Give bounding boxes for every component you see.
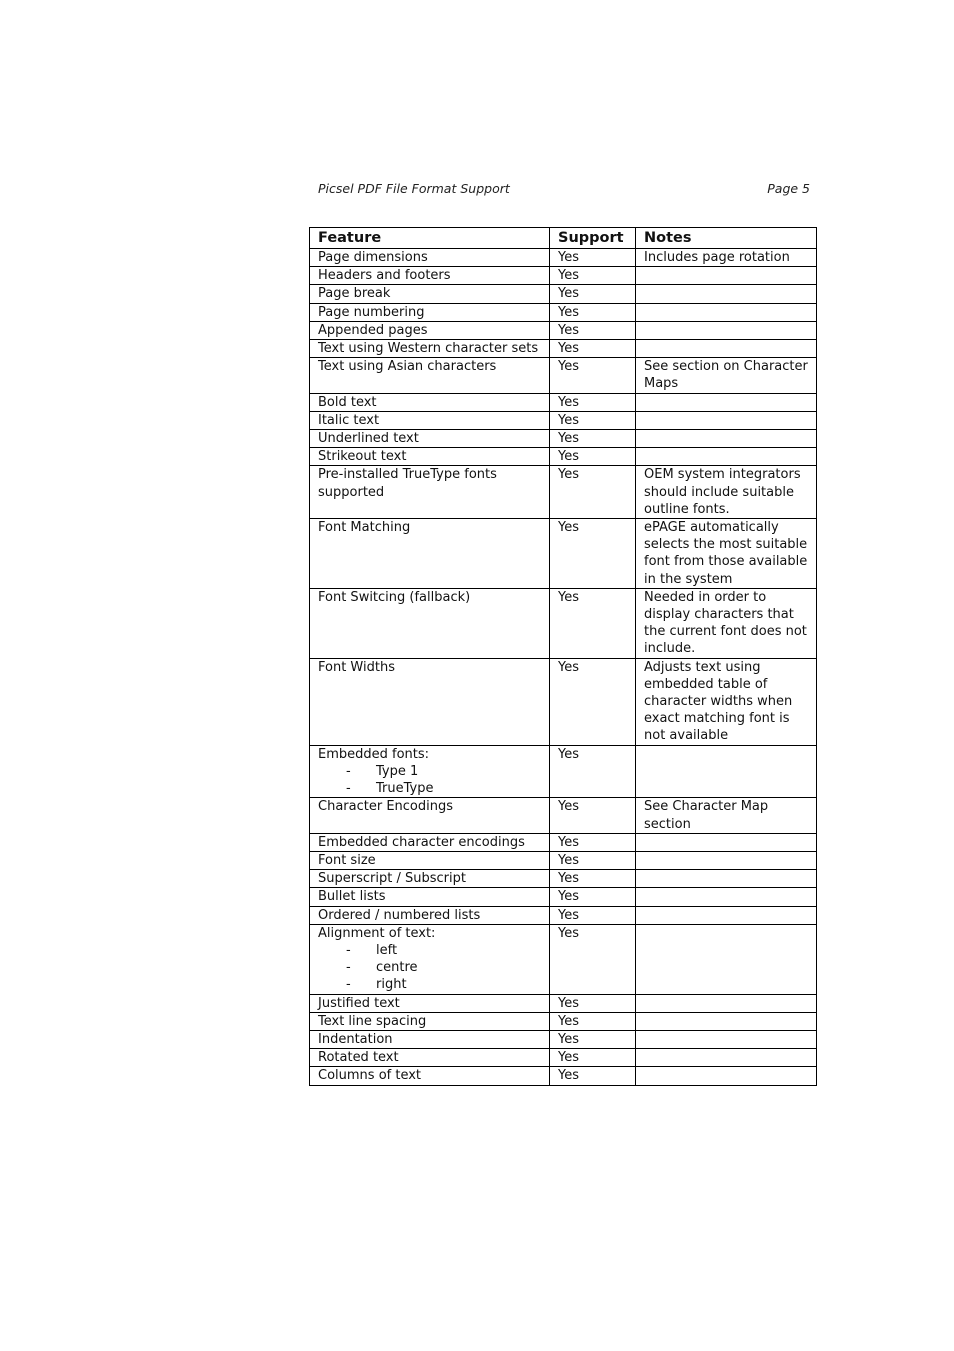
feature-cell xyxy=(310,798,550,833)
feature-sub-list xyxy=(318,942,543,994)
notes-cell xyxy=(636,321,817,339)
feature-sub-list xyxy=(318,763,543,797)
feature-cell xyxy=(310,448,550,466)
notes-cell xyxy=(636,1012,817,1030)
feature-cell xyxy=(310,466,550,519)
page-header xyxy=(318,181,810,201)
feature-label: Font size xyxy=(318,852,376,868)
column-header-notes: Notes xyxy=(636,228,817,249)
notes-cell xyxy=(636,303,817,321)
notes-cell: Includes page rotation xyxy=(636,249,817,267)
list-item xyxy=(318,763,543,780)
support-cell: Yes xyxy=(550,448,636,466)
support-cell: Yes xyxy=(550,833,636,851)
table-row xyxy=(310,303,817,321)
notes-cell xyxy=(636,340,817,358)
feature-label: Appended pages xyxy=(318,322,428,338)
table-row xyxy=(310,466,817,519)
feature-cell xyxy=(310,358,550,393)
feature-cell xyxy=(310,1067,550,1085)
support-cell: Yes xyxy=(550,906,636,924)
sub-item-label: centre xyxy=(376,960,418,976)
support-cell: Yes xyxy=(550,888,636,906)
support-cell: Yes xyxy=(550,994,636,1012)
feature-cell xyxy=(310,430,550,448)
table-row xyxy=(310,588,817,658)
notes-cell xyxy=(636,1049,817,1067)
table-header-row xyxy=(310,228,817,249)
notes-cell xyxy=(636,888,817,906)
support-cell: Yes xyxy=(550,745,636,798)
support-cell: Yes xyxy=(550,1030,636,1048)
feature-cell xyxy=(310,411,550,429)
feature-label: Font Widths xyxy=(318,659,395,675)
notes-cell xyxy=(636,1030,817,1048)
support-cell: Yes xyxy=(550,870,636,888)
dash-bullet-icon: - xyxy=(346,763,351,779)
support-cell: Yes xyxy=(550,519,636,589)
notes-cell: ePAGE automatically selects the most suitable font from those available in the system xyxy=(636,519,817,589)
support-cell: Yes xyxy=(550,358,636,393)
support-cell: Yes xyxy=(550,267,636,285)
feature-label: Bold text xyxy=(318,394,377,410)
table-row xyxy=(310,1012,817,1030)
table-row xyxy=(310,1030,817,1048)
support-cell: Yes xyxy=(550,1049,636,1067)
support-cell: Yes xyxy=(550,303,636,321)
feature-cell xyxy=(310,519,550,589)
notes-cell: Adjusts text using embedded table of character widths when exact matching font is not available xyxy=(636,658,817,745)
support-cell: Yes xyxy=(550,411,636,429)
table-row xyxy=(310,1049,817,1067)
feature-label: Superscript / Subscript xyxy=(318,871,466,887)
feature-cell xyxy=(310,393,550,411)
feature-label: Text using Western character sets xyxy=(318,341,539,357)
table-row xyxy=(310,658,817,745)
feature-cell xyxy=(310,321,550,339)
notes-cell xyxy=(636,1067,817,1085)
notes-cell xyxy=(636,285,817,303)
support-cell: Yes xyxy=(550,658,636,745)
page-number: Page 5 xyxy=(767,181,810,196)
list-item xyxy=(318,959,543,976)
feature-cell xyxy=(310,658,550,745)
feature-cell xyxy=(310,267,550,285)
feature-label: Embedded character encodings xyxy=(318,834,525,850)
feature-label: Rotated text xyxy=(318,1050,399,1066)
feature-cell xyxy=(310,906,550,924)
feature-cell xyxy=(310,924,550,994)
table-row xyxy=(310,1067,817,1085)
feature-cell xyxy=(310,588,550,658)
feature-label: Text using Asian characters xyxy=(318,359,497,375)
table-row xyxy=(310,249,817,267)
feature-label: Pre-installed TrueType fonts supported xyxy=(318,467,497,500)
dash-bullet-icon: - xyxy=(346,977,351,993)
table-row xyxy=(310,340,817,358)
dash-bullet-icon: - xyxy=(346,942,351,958)
dash-bullet-icon: - xyxy=(346,960,351,976)
notes-cell xyxy=(636,994,817,1012)
feature-label: Page dimensions xyxy=(318,250,428,265)
column-header-support: Support xyxy=(550,228,636,249)
table-row xyxy=(310,906,817,924)
notes-cell xyxy=(636,430,817,448)
table-row xyxy=(310,285,817,303)
document-title: Picsel PDF File Format Support xyxy=(318,181,510,196)
table-row xyxy=(310,924,817,994)
table-row xyxy=(310,267,817,285)
table-row xyxy=(310,888,817,906)
feature-label: Embedded fonts: xyxy=(318,746,430,762)
support-cell: Yes xyxy=(550,393,636,411)
support-cell: Yes xyxy=(550,924,636,994)
feature-label: Indentation xyxy=(318,1031,393,1047)
feature-cell xyxy=(310,851,550,869)
table-row xyxy=(310,870,817,888)
support-cell: Yes xyxy=(550,588,636,658)
feature-cell xyxy=(310,249,550,267)
notes-cell xyxy=(636,745,817,798)
feature-label: Character Encodings xyxy=(318,799,453,815)
feature-label: Page break xyxy=(318,286,391,302)
table-row xyxy=(310,851,817,869)
dash-bullet-icon: - xyxy=(346,781,351,797)
notes-cell xyxy=(636,393,817,411)
sub-item-label: Type 1 xyxy=(376,763,419,779)
feature-label: Headers and footers xyxy=(318,268,451,284)
table-row xyxy=(310,994,817,1012)
feature-label: Strikeout text xyxy=(318,449,407,465)
feature-label: Bullet lists xyxy=(318,889,386,905)
notes-cell xyxy=(636,833,817,851)
notes-cell: OEM system integrators should include suitable outline fonts. xyxy=(636,466,817,519)
notes-cell xyxy=(636,870,817,888)
feature-label: Italic text xyxy=(318,412,380,428)
support-cell: Yes xyxy=(550,798,636,833)
support-cell: Yes xyxy=(550,430,636,448)
feature-label: Ordered / numbered lists xyxy=(318,907,481,923)
feature-cell xyxy=(310,303,550,321)
table-row xyxy=(310,393,817,411)
feature-cell xyxy=(310,1012,550,1030)
feature-label: Page numbering xyxy=(318,304,425,320)
table-row xyxy=(310,321,817,339)
list-item xyxy=(318,780,543,797)
support-cell: Yes xyxy=(550,285,636,303)
feature-support-table xyxy=(309,227,817,1086)
notes-cell xyxy=(636,267,817,285)
table-row xyxy=(310,833,817,851)
feature-label: Columns of text xyxy=(318,1068,422,1084)
feature-label: Font Matching xyxy=(318,520,411,536)
notes-cell: Needed in order to display characters that the current font does not include. xyxy=(636,588,817,658)
feature-cell xyxy=(310,1049,550,1067)
sub-item-label: left xyxy=(376,942,398,958)
table-row xyxy=(310,358,817,393)
table-row xyxy=(310,745,817,798)
notes-cell: See Character Map section xyxy=(636,798,817,833)
feature-cell xyxy=(310,888,550,906)
feature-label: Underlined text xyxy=(318,431,419,447)
feature-cell xyxy=(310,994,550,1012)
feature-cell xyxy=(310,870,550,888)
feature-label: Alignment of text: xyxy=(318,925,436,941)
feature-cell xyxy=(310,833,550,851)
feature-label: Text line spacing xyxy=(318,1013,427,1029)
notes-cell xyxy=(636,906,817,924)
table-row xyxy=(310,430,817,448)
support-cell: Yes xyxy=(550,1067,636,1085)
column-header-feature: Feature xyxy=(310,228,550,249)
support-cell: Yes xyxy=(550,249,636,267)
notes-cell xyxy=(636,448,817,466)
table-row xyxy=(310,411,817,429)
table-row xyxy=(310,448,817,466)
notes-cell xyxy=(636,924,817,994)
feature-cell xyxy=(310,745,550,798)
notes-cell xyxy=(636,851,817,869)
table-row xyxy=(310,519,817,589)
support-cell: Yes xyxy=(550,851,636,869)
list-item xyxy=(318,942,543,959)
feature-label: Font Switcing (fallback) xyxy=(318,589,471,605)
feature-cell xyxy=(310,285,550,303)
feature-cell xyxy=(310,1030,550,1048)
support-cell: Yes xyxy=(550,466,636,519)
table-row xyxy=(310,798,817,833)
support-cell: Yes xyxy=(550,340,636,358)
list-item xyxy=(318,976,543,993)
feature-label: Justified text xyxy=(318,995,400,1011)
support-cell: Yes xyxy=(550,321,636,339)
notes-cell: See section on Character Maps xyxy=(636,358,817,393)
sub-item-label: right xyxy=(376,977,407,993)
feature-cell xyxy=(310,340,550,358)
table-body xyxy=(310,249,817,1086)
sub-item-label: TrueType xyxy=(376,781,434,797)
support-cell: Yes xyxy=(550,1012,636,1030)
notes-cell xyxy=(636,411,817,429)
